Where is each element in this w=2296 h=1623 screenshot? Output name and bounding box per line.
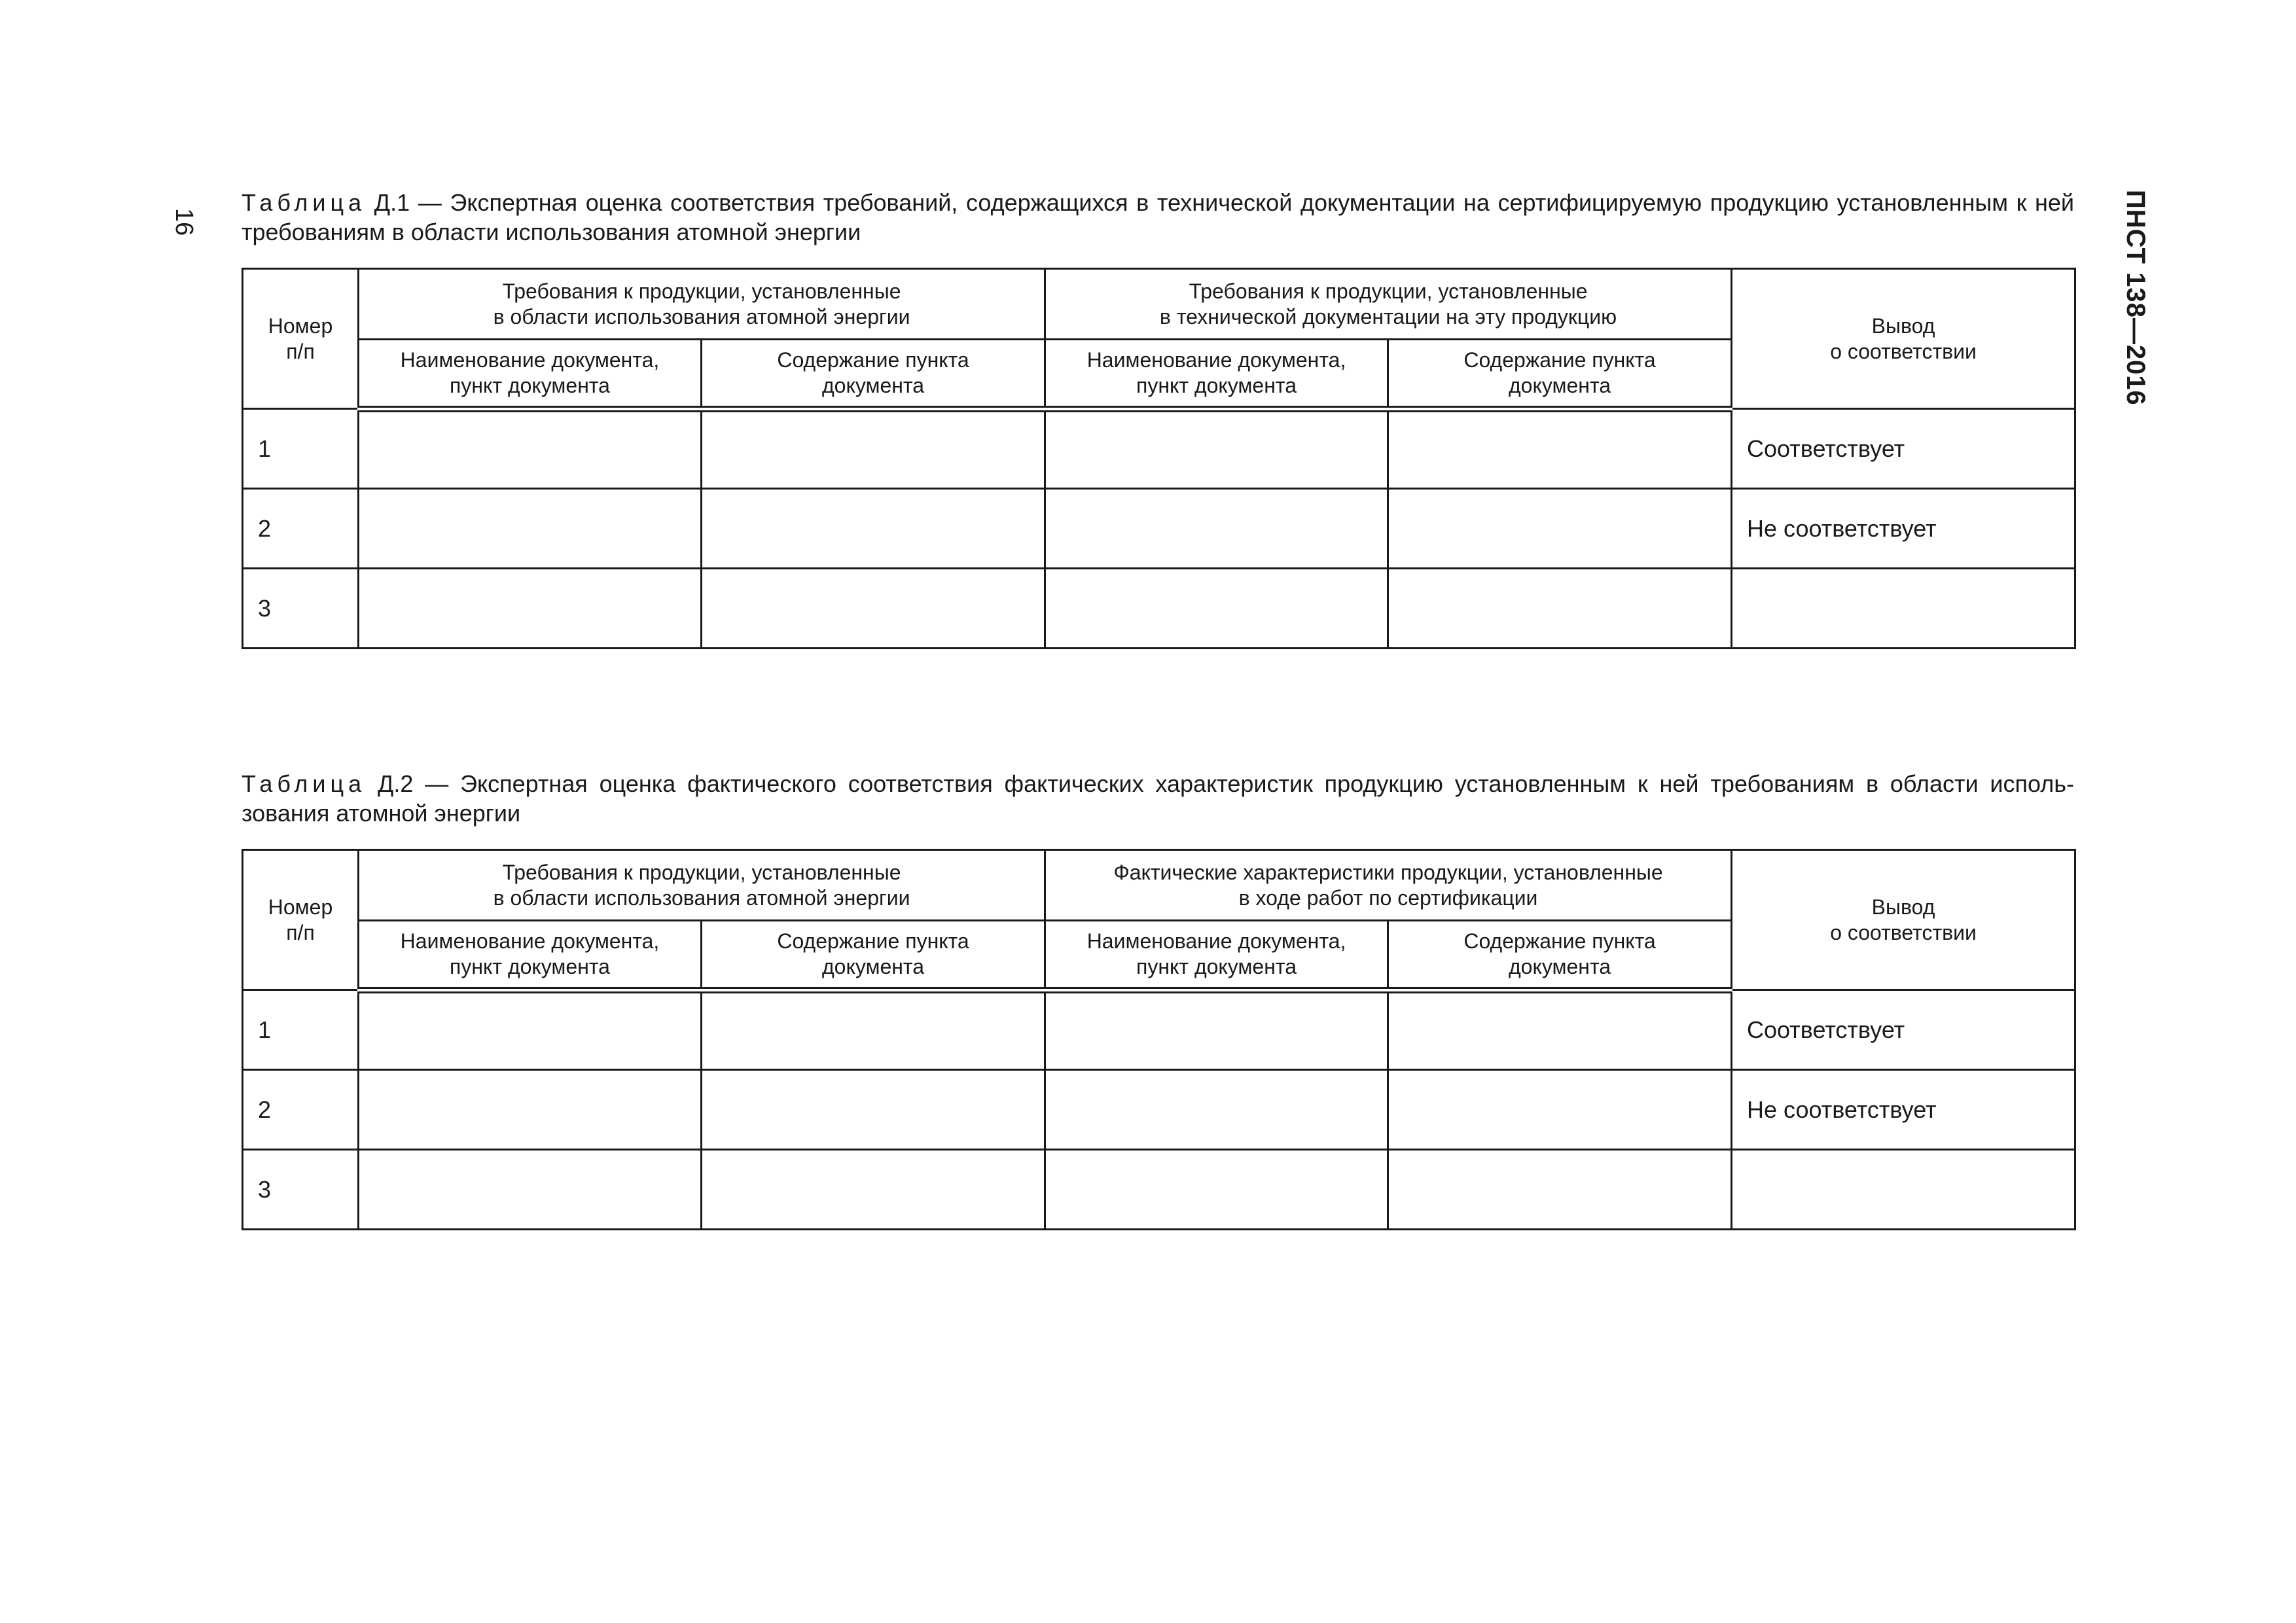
table1-subheader-content-2: Содержание пункта документа bbox=[1388, 340, 1732, 409]
cell-content bbox=[702, 1070, 1045, 1150]
row-number: 2 bbox=[243, 1070, 359, 1150]
cell-content bbox=[1388, 1150, 1732, 1230]
cell-doc bbox=[1045, 990, 1388, 1070]
row-conclusion bbox=[1732, 1150, 2075, 1230]
table2-caption-text: Д.2 — Экспертная оценка фактического соответствия фактических характеристик продукцию установленным к ней требованиям в области исполь-зования атомной энергии bbox=[242, 770, 2074, 827]
table1 bbox=[242, 268, 2076, 649]
table2-header-conclusion: Вывод о соответствии bbox=[1732, 850, 2075, 990]
row-number: 3 bbox=[243, 1150, 359, 1230]
cell-doc bbox=[359, 409, 702, 489]
table-row bbox=[243, 409, 2075, 489]
table-row bbox=[243, 489, 2075, 569]
table2-subheader-doc-1: Наименование документа, пункт документа bbox=[359, 921, 702, 990]
table1-subheader-content-1: Содержание пункта документа bbox=[702, 340, 1045, 409]
cell-doc bbox=[1045, 409, 1388, 489]
cell-doc bbox=[1045, 1150, 1388, 1230]
cell-doc bbox=[359, 990, 702, 1070]
cell-content bbox=[1388, 569, 1732, 649]
cell-content bbox=[702, 409, 1045, 489]
table2-caption-prefix: Таблица bbox=[242, 770, 367, 797]
cell-content bbox=[1388, 1070, 1732, 1150]
row-conclusion: Не соответствует bbox=[1732, 1070, 2075, 1150]
table-row bbox=[243, 569, 2075, 649]
table1-subheader-doc-1: Наименование документа, пункт документа bbox=[359, 340, 702, 409]
table-row bbox=[243, 1150, 2075, 1230]
page-number: 16 bbox=[170, 208, 198, 236]
table2-subheader-doc-2: Наименование документа, пункт документа bbox=[1045, 921, 1388, 990]
table1-caption bbox=[242, 188, 2074, 247]
row-number: 3 bbox=[243, 569, 359, 649]
row-number: 2 bbox=[243, 489, 359, 569]
cell-content bbox=[1388, 409, 1732, 489]
table-row bbox=[243, 1070, 2075, 1150]
table1-caption-prefix: Таблица bbox=[242, 189, 367, 216]
table1-header-group-techdoc: Требования к продукции, установленные в технической документации на эту продукцию bbox=[1045, 269, 1732, 340]
table1-header-conclusion: Вывод о соответствии bbox=[1732, 269, 2075, 409]
cell-doc bbox=[1045, 569, 1388, 649]
table2-header-num: Номер п/п bbox=[243, 850, 359, 990]
table2-subheader-content-1: Содержание пункта документа bbox=[702, 921, 1045, 990]
row-number: 1 bbox=[243, 990, 359, 1070]
row-conclusion: Соответствует bbox=[1732, 409, 2075, 489]
table-row bbox=[243, 990, 2075, 1070]
cell-content bbox=[702, 489, 1045, 569]
row-number: 1 bbox=[243, 409, 359, 489]
cell-doc bbox=[1045, 489, 1388, 569]
cell-content bbox=[702, 1150, 1045, 1230]
row-conclusion bbox=[1732, 569, 2075, 649]
row-conclusion: Соответствует bbox=[1732, 990, 2075, 1070]
cell-doc bbox=[359, 1150, 702, 1230]
table1-header-num: Номер п/п bbox=[243, 269, 359, 409]
cell-doc bbox=[359, 1070, 702, 1150]
cell-doc bbox=[359, 569, 702, 649]
cell-content bbox=[1388, 489, 1732, 569]
table1-subheader-doc-2: Наименование документа, пункт документа bbox=[1045, 340, 1388, 409]
cell-content bbox=[702, 990, 1045, 1070]
table2-header-group-actual: Фактические характеристики продукции, установленные в ходе работ по сертификации bbox=[1045, 850, 1732, 921]
row-conclusion: Не соответствует bbox=[1732, 489, 2075, 569]
table1-caption-text: Д.1 — Экспертная оценка соответствия требований, содержащихся в технической документации на сертифицируемую продукцию установленным к ней требованиям в области использования атомной энергии bbox=[242, 189, 2074, 245]
table2-header-group-aea: Требования к продукции, установленные в области использования атомной энергии bbox=[359, 850, 1045, 921]
table2 bbox=[242, 849, 2076, 1230]
table2-subheader-content-2: Содержание пункта документа bbox=[1388, 921, 1732, 990]
table2-caption bbox=[242, 769, 2074, 828]
table1-header-group-aea: Требования к продукции, установленные в области использования атомной энергии bbox=[359, 269, 1045, 340]
document-code: ПНСТ 138—2016 bbox=[2121, 190, 2150, 406]
cell-doc bbox=[1045, 1070, 1388, 1150]
cell-content bbox=[702, 569, 1045, 649]
cell-content bbox=[1388, 990, 1732, 1070]
cell-doc bbox=[359, 489, 702, 569]
